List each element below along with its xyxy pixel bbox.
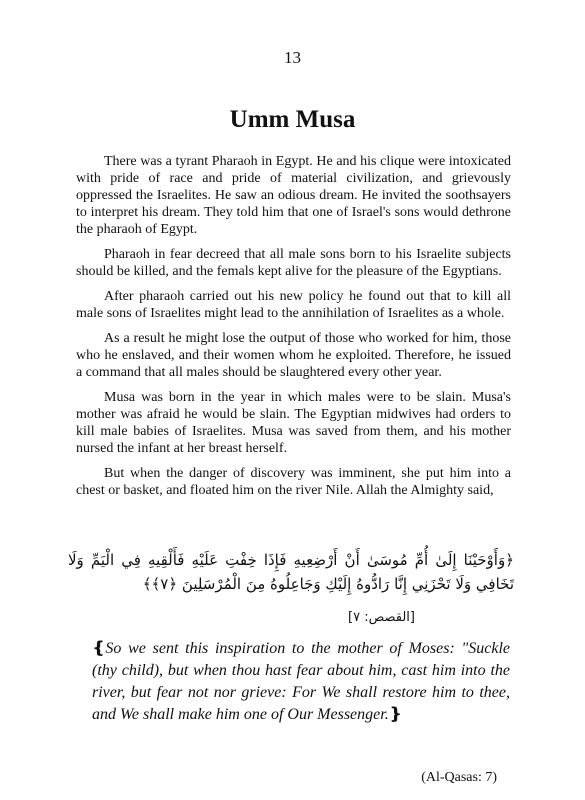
paragraph: But when the danger of discovery was imminent, she put him into a chest or basket, and floated him on the river Nile. Allah the Almighty said, (76, 466, 511, 498)
paragraph: There was a tyrant Pharaoh in Egypt. He and his clique were intoxicated with pride of race and pride of material civilization, and grievously oppressed the Israelites. He saw an odious dream. He invited the soothsayers to interpret his dream. They told him that one of Israel's sons would dethrone the pharaoh of Egypt. (76, 154, 511, 237)
translation-text: So we sent this inspiration to the mother of Moses: "Suckle (thy child), but when thou hast fear about him, cast him into the river, but fear not nor grieve: For We shall restore him to thee, and We shall make him one of Our Messenger. (92, 640, 510, 723)
paragraph: Pharaoh in fear decreed that all male sons born to his Israelite subjects should be killed, and the femals kept alive for the pleasure of the Egyptians. (76, 247, 511, 279)
open-bracket: ❴ (92, 640, 106, 657)
paragraph: As a result he might lose the output of those who worked for him, those who he enslaved, and their women whom he exploited. Therefore, he issued a command that all males should be slaughtered every other year. (76, 331, 511, 380)
paragraph: Musa was born in the year in which males were to be slain. Musa's mother was afraid he would be slain. The Egyptian midwives had orders to kill male babies of Israelites. Musa was saved from them, and his mother nursed the infant at her breast herself. (76, 390, 511, 456)
close-bracket: ❵ (388, 706, 403, 723)
paragraph: After pharaoh carried out his new policy he found out that to kill all male sons of Israelites might lead to the annihilation of Israelites as a whole. (76, 289, 511, 321)
arabic-reference: [القصص: ٧] (348, 610, 415, 625)
arabic-verse: ﴿وَأَوْحَيْنَا إِلَىٰ أُمِّ مُوسَىٰ أَنْ أَرْضِعِيهِ فَإِذَا خِفْتِ عَلَيْهِ فَأَلْقِيهِ فِي الْيَمِّ وَلَا تَخَافِي وَلَا تَحْزَنِي إِنَّا رَادُّوهُ إِلَيْكِ وَجَاعِلُوهُ مِنَ الْمُرْسَلِينَ ﴿٧﴾﴾ (68, 551, 514, 593)
page-number: 13 (284, 48, 301, 67)
verse-translation (92, 638, 510, 726)
page-title: Umm Musa (229, 106, 356, 133)
verse-citation: (Al-Qasas: 7) (421, 770, 497, 785)
body-text (76, 153, 511, 507)
